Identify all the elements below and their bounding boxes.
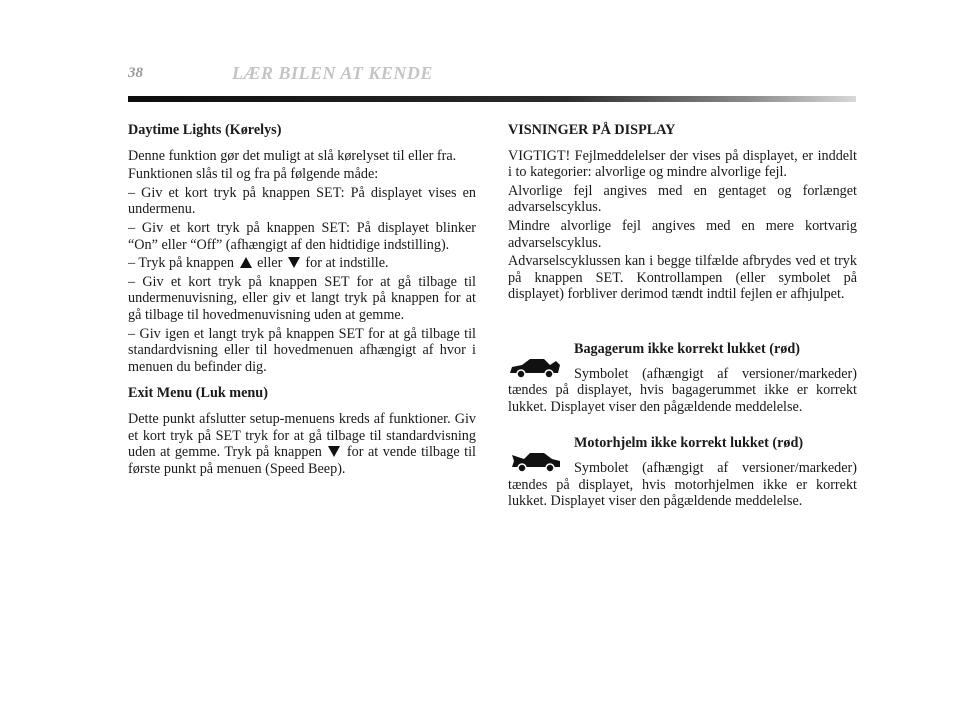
daytime-paragraph-1: Denne funktion gør det muligt at slå kørelyset til eller fra. bbox=[128, 147, 457, 164]
daytime-step-5: – Giv igen et langt tryk på knappen SET for at gå tilbage til standardvisning eller til hovedmenuen afhængigt af hvor i menuen du befinder dig. bbox=[128, 325, 476, 375]
daytime-paragraph-2: Funktionen slås til og fra på følgende måde: bbox=[128, 166, 379, 183]
display-paragraph-4: Advarselscyklussen kan i begge tilfælde afbrydes ved et tryk på knappen SET. Kontrollampen (eller symbolet på displayet) forbliver derimod tændt indtil fejlen er afhjulpet. bbox=[508, 253, 857, 303]
daytime-step-3 bbox=[128, 255, 476, 272]
warning-trunk-body: Symbolet (afhængigt af versioner/markeder) tændes på displayet, hvis bagagerummet ikke er korrekt lukket. Displayet viser den pågældende meddelelse. bbox=[508, 365, 857, 415]
warning-bonnet-title: Motorhjelm ikke korrekt lukket (rød) bbox=[574, 435, 804, 452]
step-3-text-b: eller bbox=[257, 255, 283, 272]
exit-menu-heading: Exit Menu (Luk menu) bbox=[128, 385, 268, 402]
warning-bonnet-body: Symbolet (afhængigt af versioner/markeder) tændes på displayet, hvis motorhjelmen ikke er korrekt lukket. Displayet viser den pågældende meddelelse. bbox=[508, 459, 857, 510]
right-column bbox=[508, 122, 857, 510]
page-number: 38 bbox=[128, 65, 143, 81]
left-column bbox=[128, 122, 476, 479]
display-paragraph-1: VIGTIGT! Fejlmeddelelser der vises på displayet, er inddelt i to kategorier: alvorlige og mindre alvorlige fejl. bbox=[508, 147, 857, 181]
exit-text-a: Dette punkt afslutter setup-menuens kreds af funktioner. Giv et kort tryk på SET tryk for at gå tilbage til standardvisning uden at gemme. Tryk på knappen bbox=[128, 410, 476, 461]
up-arrow-icon bbox=[240, 257, 252, 268]
header-rule bbox=[128, 96, 856, 102]
down-arrow-icon bbox=[288, 257, 300, 268]
warning-trunk bbox=[508, 341, 857, 415]
daytime-step-1: – Giv et kort tryk på knappen SET: På displayet vises en undermenu. bbox=[128, 184, 476, 218]
running-title: LÆR BILEN AT KENDE bbox=[232, 63, 433, 83]
daytime-lights-heading: Daytime Lights (Kørelys) bbox=[128, 122, 282, 138]
car-trunk-open-icon bbox=[508, 355, 564, 381]
warning-trunk-title: Bagagerum ikke korrekt lukket (rød) bbox=[574, 340, 800, 357]
step-3-text-c: for at indstille. bbox=[305, 255, 389, 272]
exit-menu-paragraph bbox=[128, 411, 476, 477]
down-arrow-icon bbox=[328, 446, 340, 457]
warning-bonnet bbox=[508, 435, 857, 509]
display-messages-heading: VISNINGER PÅ DISPLAY bbox=[508, 122, 676, 138]
step-3-text-a: – Tryk på knappen bbox=[128, 255, 235, 272]
exit-text-b: for at vende tilbage til første punkt på menuen (Speed Beep). bbox=[128, 444, 476, 477]
car-bonnet-open-icon bbox=[508, 449, 564, 475]
daytime-step-2: – Giv et kort tryk på knappen SET: På displayet blinker “On” eller “Off” (afhængigt af den hidtidige indstilling). bbox=[128, 219, 476, 253]
display-paragraph-2: Alvorlige fejl angives med en gentaget og forlænget advarselscyklus. bbox=[508, 182, 857, 216]
daytime-step-4: – Giv et kort tryk på knappen SET for at gå tilbage til undermenuvisning, eller giv et langt tryk på knappen for at gå tilbage til hovedmenuvisning uden at gemme. bbox=[128, 273, 476, 323]
display-paragraph-3: Mindre alvorlige fejl angives med en mere kortvarig advarselscyklus. bbox=[508, 217, 857, 251]
